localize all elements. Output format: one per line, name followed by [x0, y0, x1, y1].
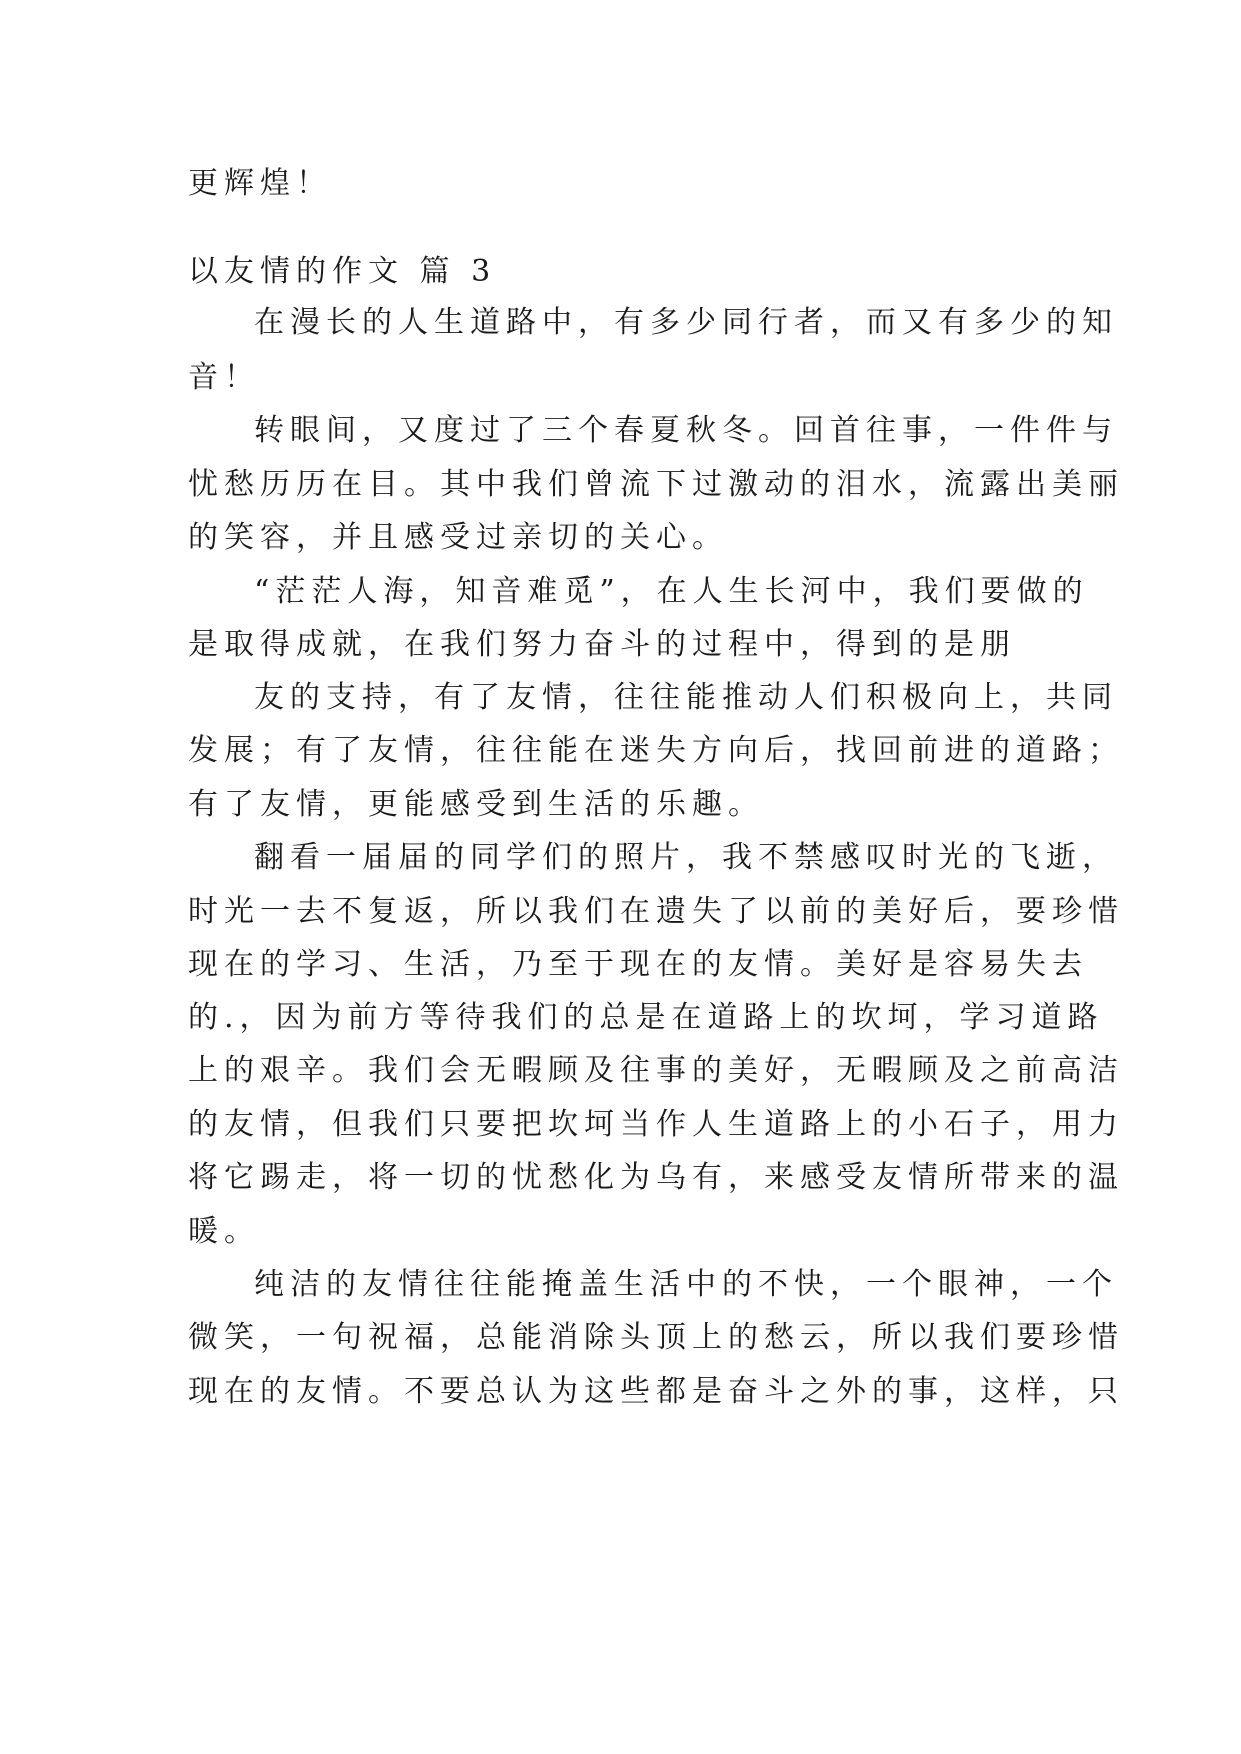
section-heading: 以友情的作文 篇 3 — [188, 254, 497, 289]
paragraph-line: 现在的友情。不要总认为这些都是奋斗之外的事，这样，只 — [188, 1374, 1124, 1409]
paragraph-line: 友的支持，有了友情，往往能推动人们积极向上，共同 — [254, 680, 1118, 715]
paragraph-line: 的笑容，并且感受过亲切的关心。 — [188, 520, 728, 555]
paragraph-line: 将它踢走，将一切的忧愁化为乌有，来感受友情所带来的温 — [188, 1160, 1124, 1195]
paragraph-line: 忧愁历历在目。其中我们曾流下过激动的泪水，流露出美丽 — [188, 467, 1124, 502]
paragraph-line: 上的艰辛。我们会无暇顾及往事的美好，无暇顾及之前高洁 — [188, 1053, 1124, 1088]
paragraph-line: 现在的学习、生活，乃至于现在的友情。美好是容易失去 — [188, 947, 1088, 982]
paragraph-line: 在漫长的人生道路中，有多少同行者，而又有多少的知 — [254, 305, 1118, 340]
paragraph-line: 纯洁的友情往往能掩盖生活中的不快，一个眼神，一个 — [254, 1267, 1118, 1302]
paragraph-line: 的友情，但我们只要把坎坷当作人生道路上的小石子，用力 — [188, 1107, 1124, 1142]
paragraph-line: 是取得成就，在我们努力奋斗的过程中，得到的是朋 — [188, 627, 1016, 662]
paragraph-line: 转眼间，又度过了三个春夏秋冬。回首往事，一件件与 — [254, 413, 1118, 448]
paragraph-line: 发展；有了友情，往往能在迷失方向后，找回前进的道路； — [188, 733, 1124, 768]
paragraph-line: 微笑，一句祝福，总能消除头顶上的愁云，所以我们要珍惜 — [188, 1320, 1124, 1355]
paragraph-line: 暖。 — [188, 1214, 260, 1249]
paragraph-line: 有了友情，更能感受到生活的乐趣。 — [188, 787, 764, 822]
text-line-closing: 更辉煌！ — [188, 166, 332, 201]
paragraph-line: 音！ — [188, 360, 260, 395]
paragraph-line: 的.，因为前方等待我们的总是在道路上的坎坷，学习道路 — [188, 1000, 1104, 1035]
paragraph-line: “茫茫人海，知音难觅”，在人生长河中，我们要做的 — [254, 574, 1089, 609]
paragraph-line: 时光一去不复返，所以我们在遗失了以前的美好后，要珍惜 — [188, 894, 1124, 929]
paragraph-line: 翻看一届届的同学们的照片，我不禁感叹时光的飞逝， — [254, 840, 1118, 875]
